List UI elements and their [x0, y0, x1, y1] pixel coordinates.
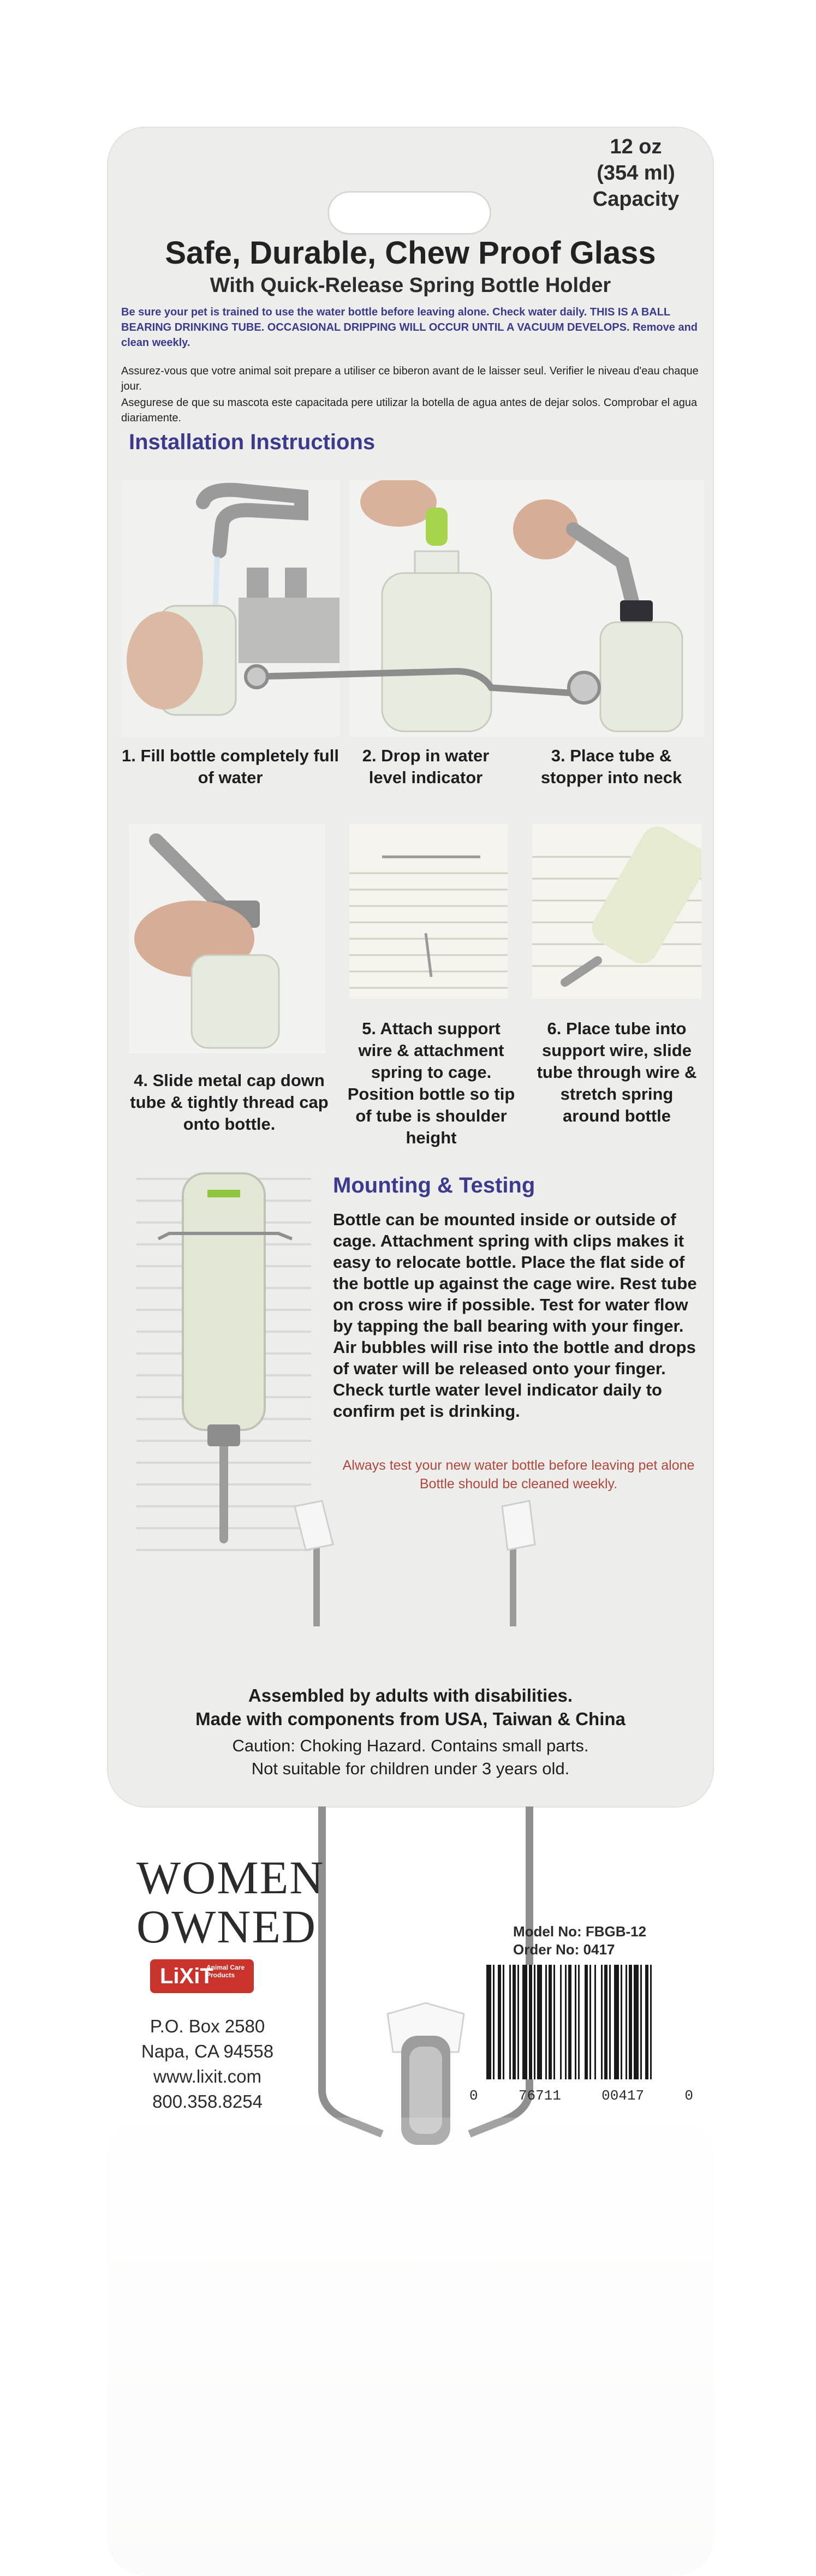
capacity-ml: (354 ml) — [597, 162, 675, 184]
caution-line: Caution: Choking Hazard. Contains small parts. — [232, 1736, 589, 1755]
barcode-bar — [522, 1965, 527, 2079]
step2-caption: 2. Drop in water level indicator — [362, 746, 490, 787]
barcode-bar — [650, 1965, 652, 2079]
barcode-bar — [534, 1965, 535, 2079]
barcode-bar — [529, 1965, 532, 2079]
age-warning-line: Not suitable for children under 3 years old. — [251, 1759, 570, 1778]
barcode-bar — [503, 1965, 504, 2079]
barcode-bar — [509, 1965, 511, 2079]
barcode-bar — [629, 1965, 632, 2079]
barcode-bar — [568, 1965, 571, 2079]
capacity-word: Capacity — [592, 188, 680, 211]
product-title: Safe, Durable, Chew Proof Glass — [165, 235, 656, 271]
barcode-bar — [594, 1965, 596, 2079]
warning-french: Assurez-vous que votre animal soit prepare a utiliser ce biberon avant de le laisser seul. Verifier le niveau d'eau chaque jour. — [121, 365, 699, 392]
barcode-bar — [640, 1965, 642, 2079]
spring-clips — [284, 1495, 557, 1637]
product-subtitle: With Quick-Release Spring Bottle Holder — [210, 274, 611, 297]
hang-hole — [327, 191, 491, 235]
step1-caption: 1. Fill bottle completely full of water — [122, 746, 339, 787]
upc-group-1: 76711 — [518, 2088, 561, 2104]
barcode-bar — [517, 1965, 519, 2079]
city-state: Napa, CA 94558 — [141, 2041, 274, 2061]
barcode-bar — [609, 1965, 611, 2079]
barcode-bar — [553, 1965, 555, 2079]
barcode-bar — [578, 1965, 580, 2079]
barcode-bar — [604, 1965, 607, 2079]
mounting-body: Bottle can be mounted inside or outside of cage. Attachment spring with clips makes it easy to relocate bottle. Place the flat side of the bottle up against the cage wire. Rest tube on cross wire if possible. Test for water flow by tapping the ball bearing with your finger. Air bubbles will rise into the bottle and drops of water will be released onto your finger. Check turtle water level indicator daily to confirm pet is drinking. — [333, 1210, 697, 1421]
step4-photo — [129, 824, 325, 1053]
mounting-heading: Mounting & Testing — [333, 1173, 535, 1197]
barcode-bar — [513, 1965, 516, 2079]
lixit-tagline: Animal Care Products — [206, 1964, 245, 1979]
barcode-bar — [621, 1965, 622, 2079]
barcode-bar — [498, 1965, 501, 2079]
clean-note: Bottle should be cleaned weekly. — [419, 1476, 618, 1492]
barcode-bar — [626, 1965, 627, 2079]
barcode-bar — [589, 1965, 591, 2079]
barcode-bar — [575, 1965, 576, 2079]
step5-photo — [349, 824, 508, 999]
capacity-oz: 12 oz — [610, 135, 662, 158]
step5-caption: 5. Attach support wire & attachment spring to cage. Position bottle so tip of tube is shoulder height — [347, 1019, 515, 1147]
bottle-holder-wire — [235, 644, 617, 709]
barcode-bar — [634, 1965, 639, 2079]
tube-wire-illustration — [532, 824, 701, 999]
barcode-bar — [614, 1965, 619, 2079]
capacity-label — [581, 134, 690, 212]
barcode-bar — [585, 1965, 588, 2079]
barcode-bar — [493, 1965, 495, 2079]
women-owned-logo — [136, 1853, 324, 1951]
step4-caption: 4. Slide metal cap down tube & tightly thread cap onto bottle. — [130, 1071, 329, 1134]
barcode-bar — [565, 1965, 567, 2079]
metal-cap-illustration — [129, 824, 325, 1053]
model-info — [513, 1923, 646, 1959]
owned-word: OWNED — [136, 1900, 317, 1953]
company-address — [136, 2014, 278, 2114]
order-number: Order No: 0417 — [513, 1941, 615, 1958]
test-note: Always test your new water bottle before leaving pet alone — [342, 1458, 695, 1473]
barcode-bar — [645, 1965, 648, 2079]
lixit-logo: LiXiT — [150, 1959, 254, 1993]
model-number: Model No: FBGB-12 — [513, 1923, 647, 1940]
step3-caption: 3. Place tube & stopper into neck — [540, 746, 682, 787]
upc-left: 0 — [469, 2088, 478, 2104]
step6-caption: 6. Place tube into support wire, slide tube through wire & stretch spring around bottle — [537, 1019, 697, 1125]
women-word: WOMEN — [136, 1851, 325, 1904]
upc-right: 0 — [684, 2088, 693, 2104]
barcode-bar — [545, 1965, 547, 2079]
step6-photo — [532, 824, 701, 999]
warning-english: Be sure your pet is trained to use the water bottle before leaving alone. Check water daily. THIS IS A BALL BEARING DRINKING TUBE. OCCASIONAL DRIPPING WILL OCCUR UNTIL A VACUUM DEVELOPS. Remove and clean weekly. — [121, 306, 698, 349]
upc-barcode — [483, 1965, 685, 2079]
phone: 800.358.8254 — [152, 2091, 263, 2112]
upc-digits — [469, 2088, 693, 2104]
upc-group-2: 00417 — [601, 2088, 645, 2104]
website: www.lixit.com — [153, 2066, 262, 2086]
po-box: P.O. Box 2580 — [150, 2016, 265, 2036]
assembled-line: Assembled by adults with disabilities. — [248, 1685, 573, 1706]
barcode-bar — [601, 1965, 603, 2079]
cage-wire-illustration — [349, 824, 508, 999]
warning-spanish: Asegurese de que su mascota este capacitada pere utilizar la botella de agua antes de dejar solos. Comprobar el agua diariamente. — [121, 397, 698, 424]
floor-reflection — [107, 2118, 714, 2576]
barcode-bar — [549, 1965, 552, 2079]
barcode-bar — [537, 1965, 542, 2079]
components-line: Made with components from USA, Taiwan & China — [195, 1709, 626, 1729]
barcode-bar — [560, 1965, 562, 2079]
barcode-bar — [486, 1965, 491, 2079]
installation-heading: Installation Instructions — [129, 430, 376, 454]
